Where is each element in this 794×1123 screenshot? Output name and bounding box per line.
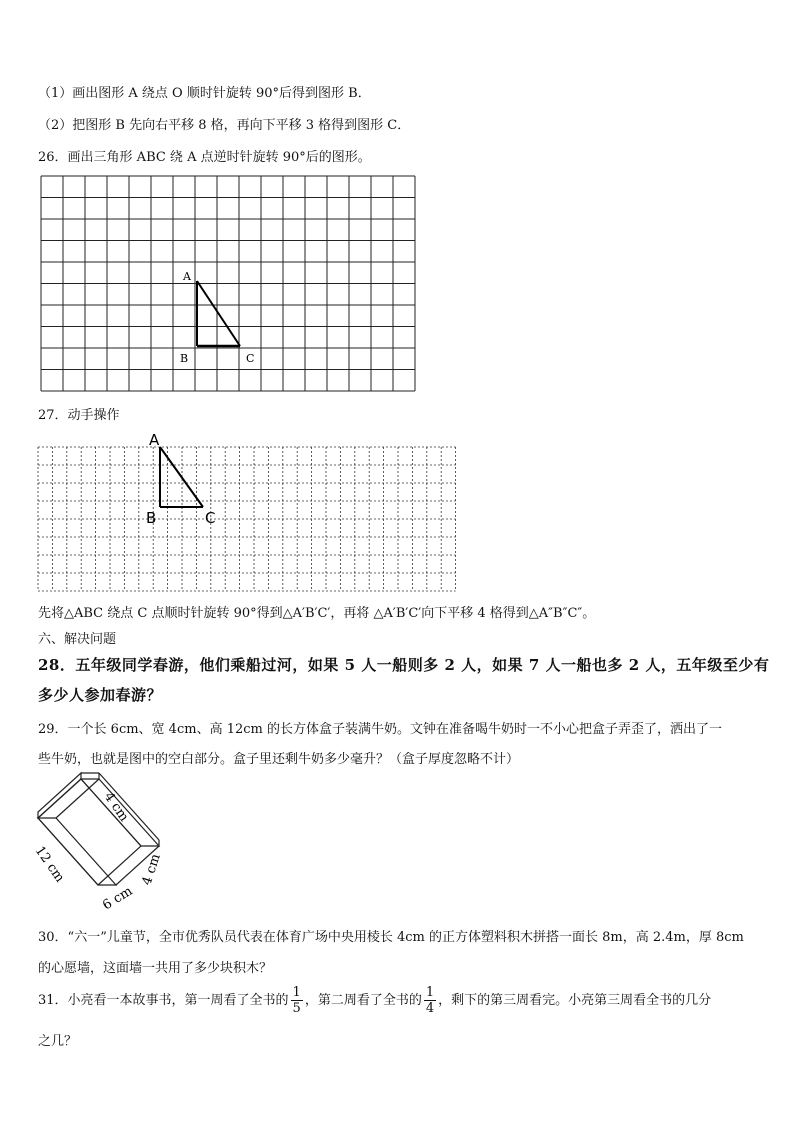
question-31-line2: 之几？ xyxy=(38,1034,78,1049)
question-26: 26．画出三角形 ABC 绕 A 点逆时针旋转 90°后的图形。 xyxy=(38,150,371,165)
fraction-one-fifth: $\frac{1}{5}$ xyxy=(292,985,301,1016)
box-label-right: 4 cm xyxy=(139,852,164,888)
label26-b: B xyxy=(180,352,189,365)
box-label-top: 4 cm xyxy=(100,789,132,825)
question-27: 27．动手操作 xyxy=(38,408,120,423)
label27-b: B xyxy=(146,509,157,527)
label26-c: C xyxy=(246,352,255,365)
label27-c: C xyxy=(205,509,216,527)
question-29-line2: 些牛奶，也就是图中的空白部分。盒子里还剩牛奶多少毫升？（盒子厚度忽略不计） xyxy=(38,752,520,767)
instruction-2: （2）把图形 B 先向右平移 8 格，再向下平移 3 格得到图形 C． xyxy=(38,118,411,133)
q31-part2: ，第二周看了全书的 xyxy=(304,993,422,1008)
box-label-bottom: 6 cm xyxy=(100,883,136,914)
section-6-title: 六、解决问题 xyxy=(38,632,117,647)
question-27-description: 先将△ABC 绕点 C 点顺时针旋转 90°得到△A′B′C′，再将 △A′B′C′向下平移 4 格得到△A″B″C″。 xyxy=(38,606,596,621)
question-29-line1: 29．一个长 6cm、宽 4cm、高 12cm 的长方体盒子装满牛奶。文钟在准备喝牛奶时一不小心把盒子弄歪了，洒出了一 xyxy=(38,722,722,737)
q31-part1: 31．小亮看一本故事书，第一周看了全书的 xyxy=(38,993,289,1008)
question-30-line2: 的心愿墙，这面墙一共用了多少块积木？ xyxy=(38,961,273,976)
label27-a: A xyxy=(149,431,160,449)
question-28-line1: 28．五年级同学春游，他们乘船过河，如果 5 人一船则多 2 人，如果 7 人一船也多 2 人，五年级至少有 xyxy=(38,656,770,674)
question-31-line1 xyxy=(38,985,711,1016)
question-30-line1: 30．“六一”儿童节，全市优秀队员代表在体育广场中央用棱长 4cm 的正方体塑料积木拼搭一面长 8m，高 2.4m，厚 8cm xyxy=(38,930,744,945)
question-28-line2: 多少人参加春游？ xyxy=(38,686,163,704)
label26-a: A xyxy=(183,270,191,283)
fraction-one-fourth: $\frac{1}{4}$ xyxy=(425,985,435,1016)
box-label-left: 12 cm xyxy=(31,843,68,886)
instruction-1: （1）画出图形 A 绕点 O 顺时针旋转 90°后得到图形 B． xyxy=(38,86,371,101)
q31-part3: ，剩下的第三周看完。小亮第三周看全书的几分 xyxy=(438,993,712,1008)
